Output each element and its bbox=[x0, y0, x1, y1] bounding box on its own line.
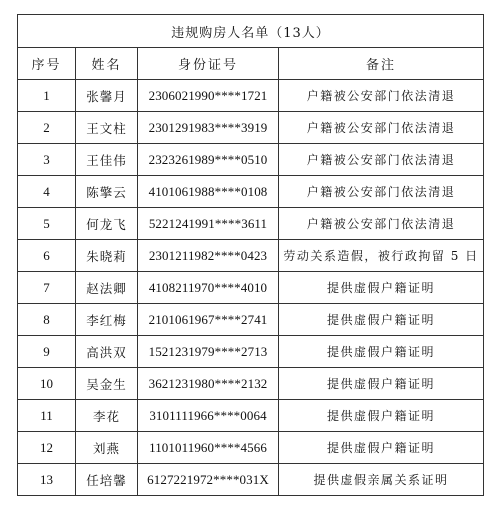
cell-id-number: 2323261989****0510 bbox=[138, 144, 279, 176]
header-no: 序号 bbox=[18, 48, 76, 80]
cell-note: 户籍被公安部门依法清退 bbox=[279, 144, 484, 176]
cell-note: 户籍被公安部门依法清退 bbox=[279, 112, 484, 144]
table-row bbox=[18, 464, 484, 496]
cell-no: 6 bbox=[18, 240, 76, 272]
cell-no: 10 bbox=[18, 368, 76, 400]
cell-id-number: 1101011960****4566 bbox=[138, 432, 279, 464]
cell-note: 户籍被公安部门依法清退 bbox=[279, 80, 484, 112]
cell-note: 提供虚假亲属关系证明 bbox=[279, 464, 484, 496]
cell-id-number: 4101061988****0108 bbox=[138, 176, 279, 208]
cell-no: 13 bbox=[18, 464, 76, 496]
cell-name: 李花 bbox=[76, 400, 138, 432]
cell-note: 提供虚假户籍证明 bbox=[279, 368, 484, 400]
cell-no: 4 bbox=[18, 176, 76, 208]
cell-id-number: 1521231979****2713 bbox=[138, 336, 279, 368]
cell-no: 1 bbox=[18, 80, 76, 112]
table-row bbox=[18, 176, 484, 208]
cell-name: 任培馨 bbox=[76, 464, 138, 496]
cell-no: 5 bbox=[18, 208, 76, 240]
cell-no: 2 bbox=[18, 112, 76, 144]
table-row bbox=[18, 400, 484, 432]
cell-name: 朱晓莉 bbox=[76, 240, 138, 272]
cell-name: 陈擎云 bbox=[76, 176, 138, 208]
cell-id-number: 2101061967****2741 bbox=[138, 304, 279, 336]
cell-no: 9 bbox=[18, 336, 76, 368]
cell-id-number: 5221241991****3611 bbox=[138, 208, 279, 240]
table-title-row bbox=[18, 15, 484, 48]
cell-name: 刘燕 bbox=[76, 432, 138, 464]
cell-id-number: 2306021990****1721 bbox=[138, 80, 279, 112]
cell-note: 提供虚假户籍证明 bbox=[279, 336, 484, 368]
header-name: 姓名 bbox=[76, 48, 138, 80]
cell-name: 李红梅 bbox=[76, 304, 138, 336]
cell-note: 户籍被公安部门依法清退 bbox=[279, 176, 484, 208]
table-row bbox=[18, 112, 484, 144]
cell-note: 提供虚假户籍证明 bbox=[279, 400, 484, 432]
cell-note: 提供虚假户籍证明 bbox=[279, 272, 484, 304]
cell-name: 高洪双 bbox=[76, 336, 138, 368]
cell-note: 提供虚假户籍证明 bbox=[279, 432, 484, 464]
table-row bbox=[18, 144, 484, 176]
cell-note: 户籍被公安部门依法清退 bbox=[279, 208, 484, 240]
table-row bbox=[18, 80, 484, 112]
table-row bbox=[18, 272, 484, 304]
cell-name: 王佳伟 bbox=[76, 144, 138, 176]
table-row bbox=[18, 240, 484, 272]
cell-no: 12 bbox=[18, 432, 76, 464]
cell-no: 7 bbox=[18, 272, 76, 304]
cell-name: 王文柱 bbox=[76, 112, 138, 144]
header-id: 身份证号 bbox=[138, 48, 279, 80]
cell-no: 3 bbox=[18, 144, 76, 176]
cell-id-number: 6127221972****031X bbox=[138, 464, 279, 496]
cell-id-number: 4108211970****4010 bbox=[138, 272, 279, 304]
cell-id-number: 3621231980****2132 bbox=[138, 368, 279, 400]
cell-name: 赵法卿 bbox=[76, 272, 138, 304]
cell-id-number: 2301211982****0423 bbox=[138, 240, 279, 272]
table-row bbox=[18, 336, 484, 368]
table-row bbox=[18, 208, 484, 240]
cell-note: 提供虚假户籍证明 bbox=[279, 304, 484, 336]
table-row bbox=[18, 432, 484, 464]
cell-name: 吴金生 bbox=[76, 368, 138, 400]
cell-name: 张馨月 bbox=[76, 80, 138, 112]
table-row bbox=[18, 304, 484, 336]
violator-table bbox=[17, 14, 484, 496]
cell-id-number: 3101111966****0064 bbox=[138, 400, 279, 432]
cell-id-number: 2301291983****3919 bbox=[138, 112, 279, 144]
table-header-row bbox=[18, 48, 484, 80]
cell-no: 11 bbox=[18, 400, 76, 432]
header-note: 备注 bbox=[279, 48, 484, 80]
table-row bbox=[18, 368, 484, 400]
cell-name: 何龙飞 bbox=[76, 208, 138, 240]
cell-note: 劳动关系造假，被行政拘留 5 日 bbox=[279, 240, 484, 272]
cell-no: 8 bbox=[18, 304, 76, 336]
table-title: 违规购房人名单（13人） bbox=[18, 15, 484, 48]
